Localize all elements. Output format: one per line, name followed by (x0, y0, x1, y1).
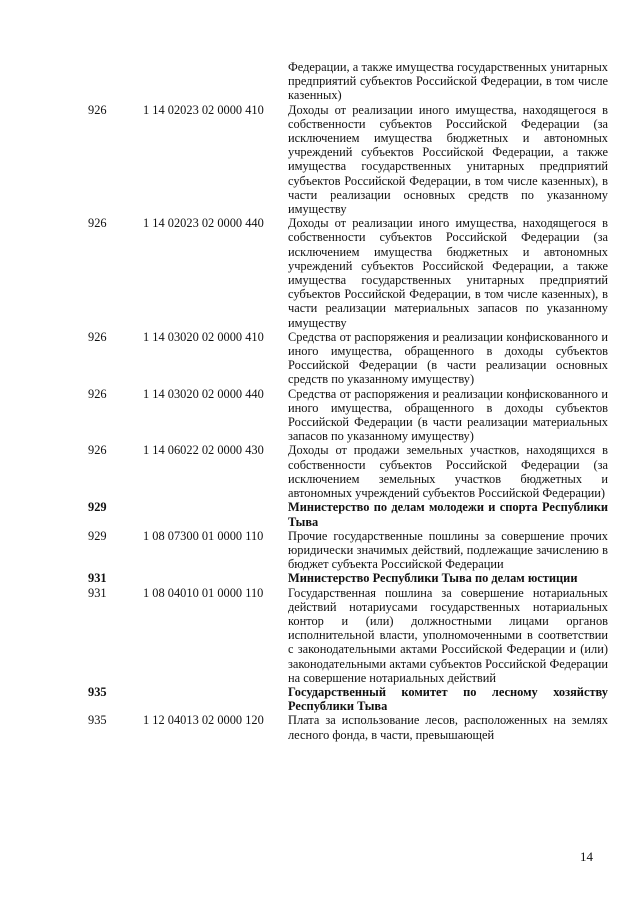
table-row (88, 60, 608, 103)
admin-code: 926 (88, 443, 107, 458)
administrator-name: Министерство по делам молодежи и спорта Республики Тыва (288, 500, 608, 529)
revenue-code: 1 14 02023 02 0000 440 (143, 216, 264, 231)
table-row (88, 216, 608, 330)
admin-code: 926 (88, 329, 107, 344)
table-row (88, 103, 608, 217)
table-row (88, 586, 608, 685)
revenue-code: 1 14 02023 02 0000 410 (143, 102, 264, 117)
revenue-description: Доходы от продажи земельных участков, находящихся в собственности субъектов Российской Федерации (за исключением земельных участков бюджетных и автономных учреждений субъектов Российской Федерации) (288, 443, 608, 501)
table-row (88, 529, 608, 572)
revenue-code: 1 08 07300 01 0000 110 (143, 528, 264, 543)
table-row (88, 443, 608, 500)
admin-code: 926 (88, 102, 107, 117)
table-row (88, 387, 608, 444)
revenue-description: Федерации, а также имущества государственных унитарных предприятий субъектов Российской Федерации, в том числе казенных) (288, 60, 608, 103)
administrator-name: Государственный комитет по лесному хозяйству Республики Тыва (288, 684, 608, 714)
page-number: 14 (580, 849, 593, 864)
admin-code: 935 (88, 684, 107, 699)
administrator-heading-row (88, 500, 608, 528)
admin-code: 935 (88, 713, 107, 728)
table-row (88, 713, 608, 741)
revenue-description: Доходы от реализации иного имущества, находящегося в собственности субъектов Российской Федерации (за исключением имущества бюджетных и автономных учреждений субъектов Российской Федерации, а также имущества государственных унитарных предприятий субъектов Российской Федерации, в том числе казенных), в части реализации материальных запасов по указанному имуществу (288, 216, 608, 330)
admin-code: 931 (88, 571, 107, 586)
administrator-heading-row (88, 685, 608, 713)
revenue-description: Средства от распоряжения и реализации конфискованного и иного имущества, обращенного в доходы субъектов Российской Федерации (в части реализации материальных запасов по указанному имуществу) (288, 386, 608, 444)
admin-code: 926 (88, 216, 107, 231)
administrator-heading-row (88, 571, 608, 585)
revenue-description: Доходы от реализации иного имущества, находящегося в собственности субъектов Российской Федерации (за исключением имущества бюджетных и автономных учреждений субъектов Российской Федерации, а также имущества государственных унитарных предприятий субъектов Российской Федерации, в том числе казенных), в части реализации основных средств по указанному имуществу (288, 102, 608, 217)
revenue-description: Средства от распоряжения и реализации конфискованного и иного имущества, обращенного в доходы субъектов Российской Федерации (в части реализации основных средств по указанному имуществу) (288, 329, 608, 387)
administrator-name: Министерство Республики Тыва по делам юстиции (288, 571, 578, 586)
revenue-description: Государственная пошлина за совершение нотариальных действий нотариусами государственных нотариальных контор и (или) должностными лицами органов исполнительной власти, уполномоченными в соответствии с законодательными актами Российской Федерации и (или) законодательными актами субъектов Российской Федерации на совершение нотариальных действий (288, 585, 608, 685)
admin-code: 929 (88, 500, 107, 515)
admin-code: 931 (88, 585, 107, 600)
revenue-code: 1 14 03020 02 0000 440 (143, 386, 264, 401)
table-row (88, 330, 608, 387)
revenue-code: 1 12 04013 02 0000 120 (143, 713, 264, 728)
admin-code: 926 (88, 386, 107, 401)
admin-code: 929 (88, 528, 107, 543)
revenue-description: Прочие государственные пошлины за совершение прочих юридически значимых действий, подлежащие зачислению в бюджет субъекта Российской Федерации (288, 528, 608, 572)
revenue-codes-table (88, 60, 608, 742)
revenue-code: 1 14 06022 02 0000 430 (143, 443, 264, 458)
revenue-description: Плата за использование лесов, расположенных на землях лесного фонда, в части, превышающей (288, 713, 608, 742)
revenue-code: 1 14 03020 02 0000 410 (143, 329, 264, 344)
revenue-code: 1 08 04010 01 0000 110 (143, 585, 264, 600)
